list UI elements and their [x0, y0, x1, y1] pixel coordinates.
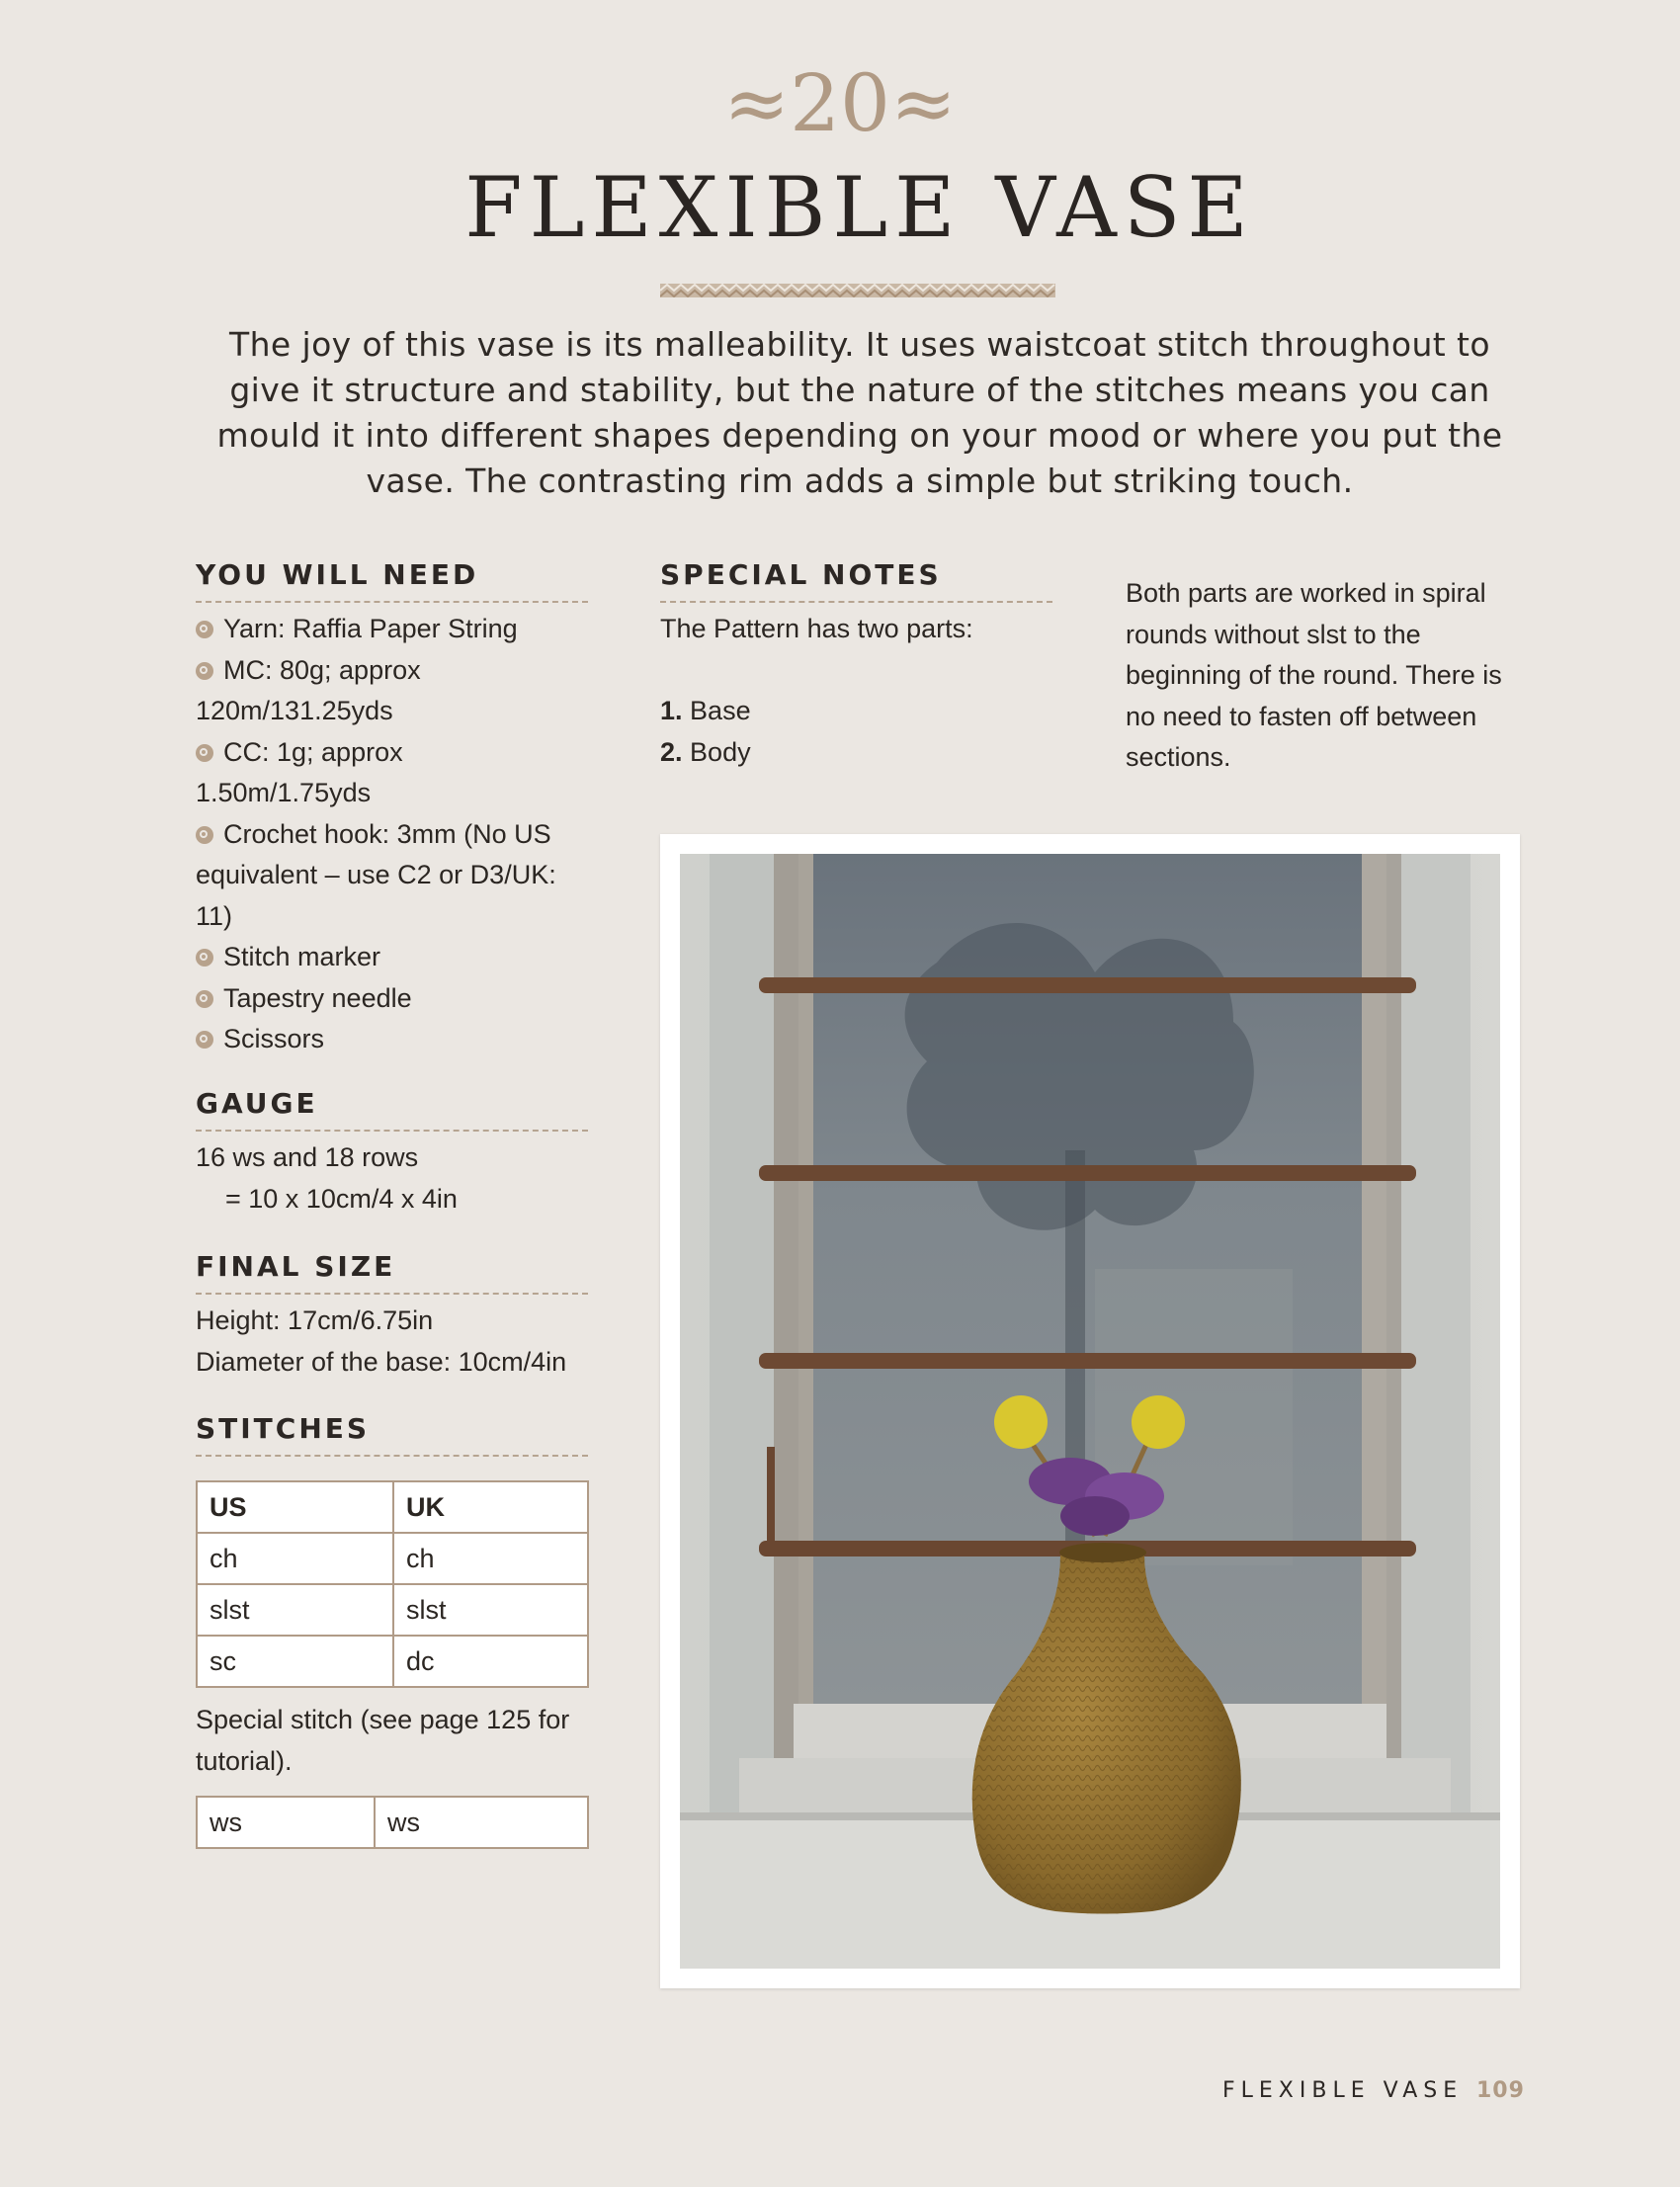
list-item: Scissors	[196, 1019, 571, 1060]
part-label: Base	[690, 696, 751, 725]
list-item: CC: 1g; approx 1.50m/1.75yds	[196, 736, 403, 807]
list-item	[660, 691, 1052, 732]
yarn-ball-bullet-icon	[196, 1031, 213, 1049]
chapter-number-value: 20	[790, 57, 890, 149]
tilde-ornament-left: ≈	[723, 57, 791, 149]
gauge-heading: GAUGE	[196, 1084, 588, 1132]
photo-frame	[660, 834, 1520, 1988]
table-header-cell: UK	[393, 1481, 588, 1533]
list-item: Stitch marker	[196, 937, 571, 978]
final-size-height: Height: 17cm/6.75in	[196, 1305, 434, 1335]
vase-photo	[680, 854, 1500, 1969]
braid-divider-ornament	[660, 284, 1055, 297]
special-stitch-note: Special stitch (see page 125 for tutorial).	[196, 1705, 570, 1776]
table-row	[197, 1636, 588, 1687]
footer-title: FLEXIBLE VASE	[1222, 2078, 1464, 2103]
final-size-section	[196, 1247, 588, 1383]
chapter-number	[0, 49, 1680, 158]
yarn-ball-bullet-icon	[196, 662, 213, 680]
table-row	[197, 1533, 588, 1584]
yarn-ball-bullet-icon	[196, 826, 213, 844]
special-notes-detail: Both parts are worked in spiral rounds without slst to the beginning of the round. There is no need to fasten off between sections.	[1126, 578, 1502, 772]
table-cell: ch	[393, 1533, 588, 1584]
part-label: Body	[690, 736, 751, 767]
special-notes-intro: The Pattern has two parts:	[660, 614, 973, 643]
final-size-diameter: Diameter of the base: 10cm/4in	[196, 1346, 567, 1377]
table-row	[197, 1797, 588, 1848]
yarn-ball-bullet-icon	[196, 949, 213, 967]
list-item	[660, 732, 1052, 774]
final-size-heading: FINAL SIZE	[196, 1247, 588, 1295]
list-item: MC: 80g; approx 120m/131.25yds	[196, 654, 421, 725]
table-cell: slst	[197, 1584, 393, 1636]
yarn-ball-bullet-icon	[196, 744, 213, 762]
table-cell: ws	[197, 1797, 375, 1848]
table-row	[197, 1584, 588, 1636]
table-cell: sc	[197, 1636, 393, 1687]
you-will-need-heading: YOU WILL NEED	[196, 555, 588, 603]
special-notes-section	[660, 555, 1052, 773]
tilde-ornament-right: ≈	[889, 57, 957, 149]
yarn-ball-bullet-icon	[196, 990, 213, 1008]
special-stitch-table	[196, 1796, 589, 1849]
table-cell: dc	[393, 1636, 588, 1687]
list-item: Yarn: Raffia Paper String	[196, 609, 571, 650]
list-item: Tapestry needle	[196, 978, 571, 1020]
stitches-heading: STITCHES	[196, 1409, 588, 1457]
list-item: Crochet hook: 3mm (No US equivalent – use C2 or D3/UK: 11)	[196, 818, 556, 931]
table-cell: slst	[393, 1584, 588, 1636]
you-will-need-section	[196, 555, 588, 1060]
gauge-line-2: = 10 x 10cm/4 x 4in	[225, 1183, 458, 1214]
stitches-section	[196, 1409, 589, 1849]
page-number: 109	[1476, 2078, 1525, 2103]
table-header-row	[197, 1481, 588, 1533]
table-header-cell: US	[197, 1481, 393, 1533]
part-number: 1.	[660, 696, 683, 725]
page-title: FLEXIBLE VASE	[464, 159, 1255, 256]
intro-paragraph: The joy of this vase is its malleability. It uses waistcoat stitch throughout to give it structure and stability, but the nature of the stitches means you can mould it into different shapes depending on your mood or where you put the vase. The contrasting rim adds a simple but striking touch.	[216, 325, 1503, 500]
yarn-ball-bullet-icon	[196, 621, 213, 638]
table-cell: ws	[375, 1797, 588, 1848]
special-notes-heading: SPECIAL NOTES	[660, 555, 1052, 603]
materials-list	[196, 609, 571, 1060]
part-number: 2.	[660, 736, 683, 767]
gauge-section	[196, 1084, 588, 1220]
stitches-table	[196, 1480, 589, 1688]
gauge-line-1: 16 ws and 18 rows	[196, 1142, 419, 1172]
table-cell: ch	[197, 1533, 393, 1584]
